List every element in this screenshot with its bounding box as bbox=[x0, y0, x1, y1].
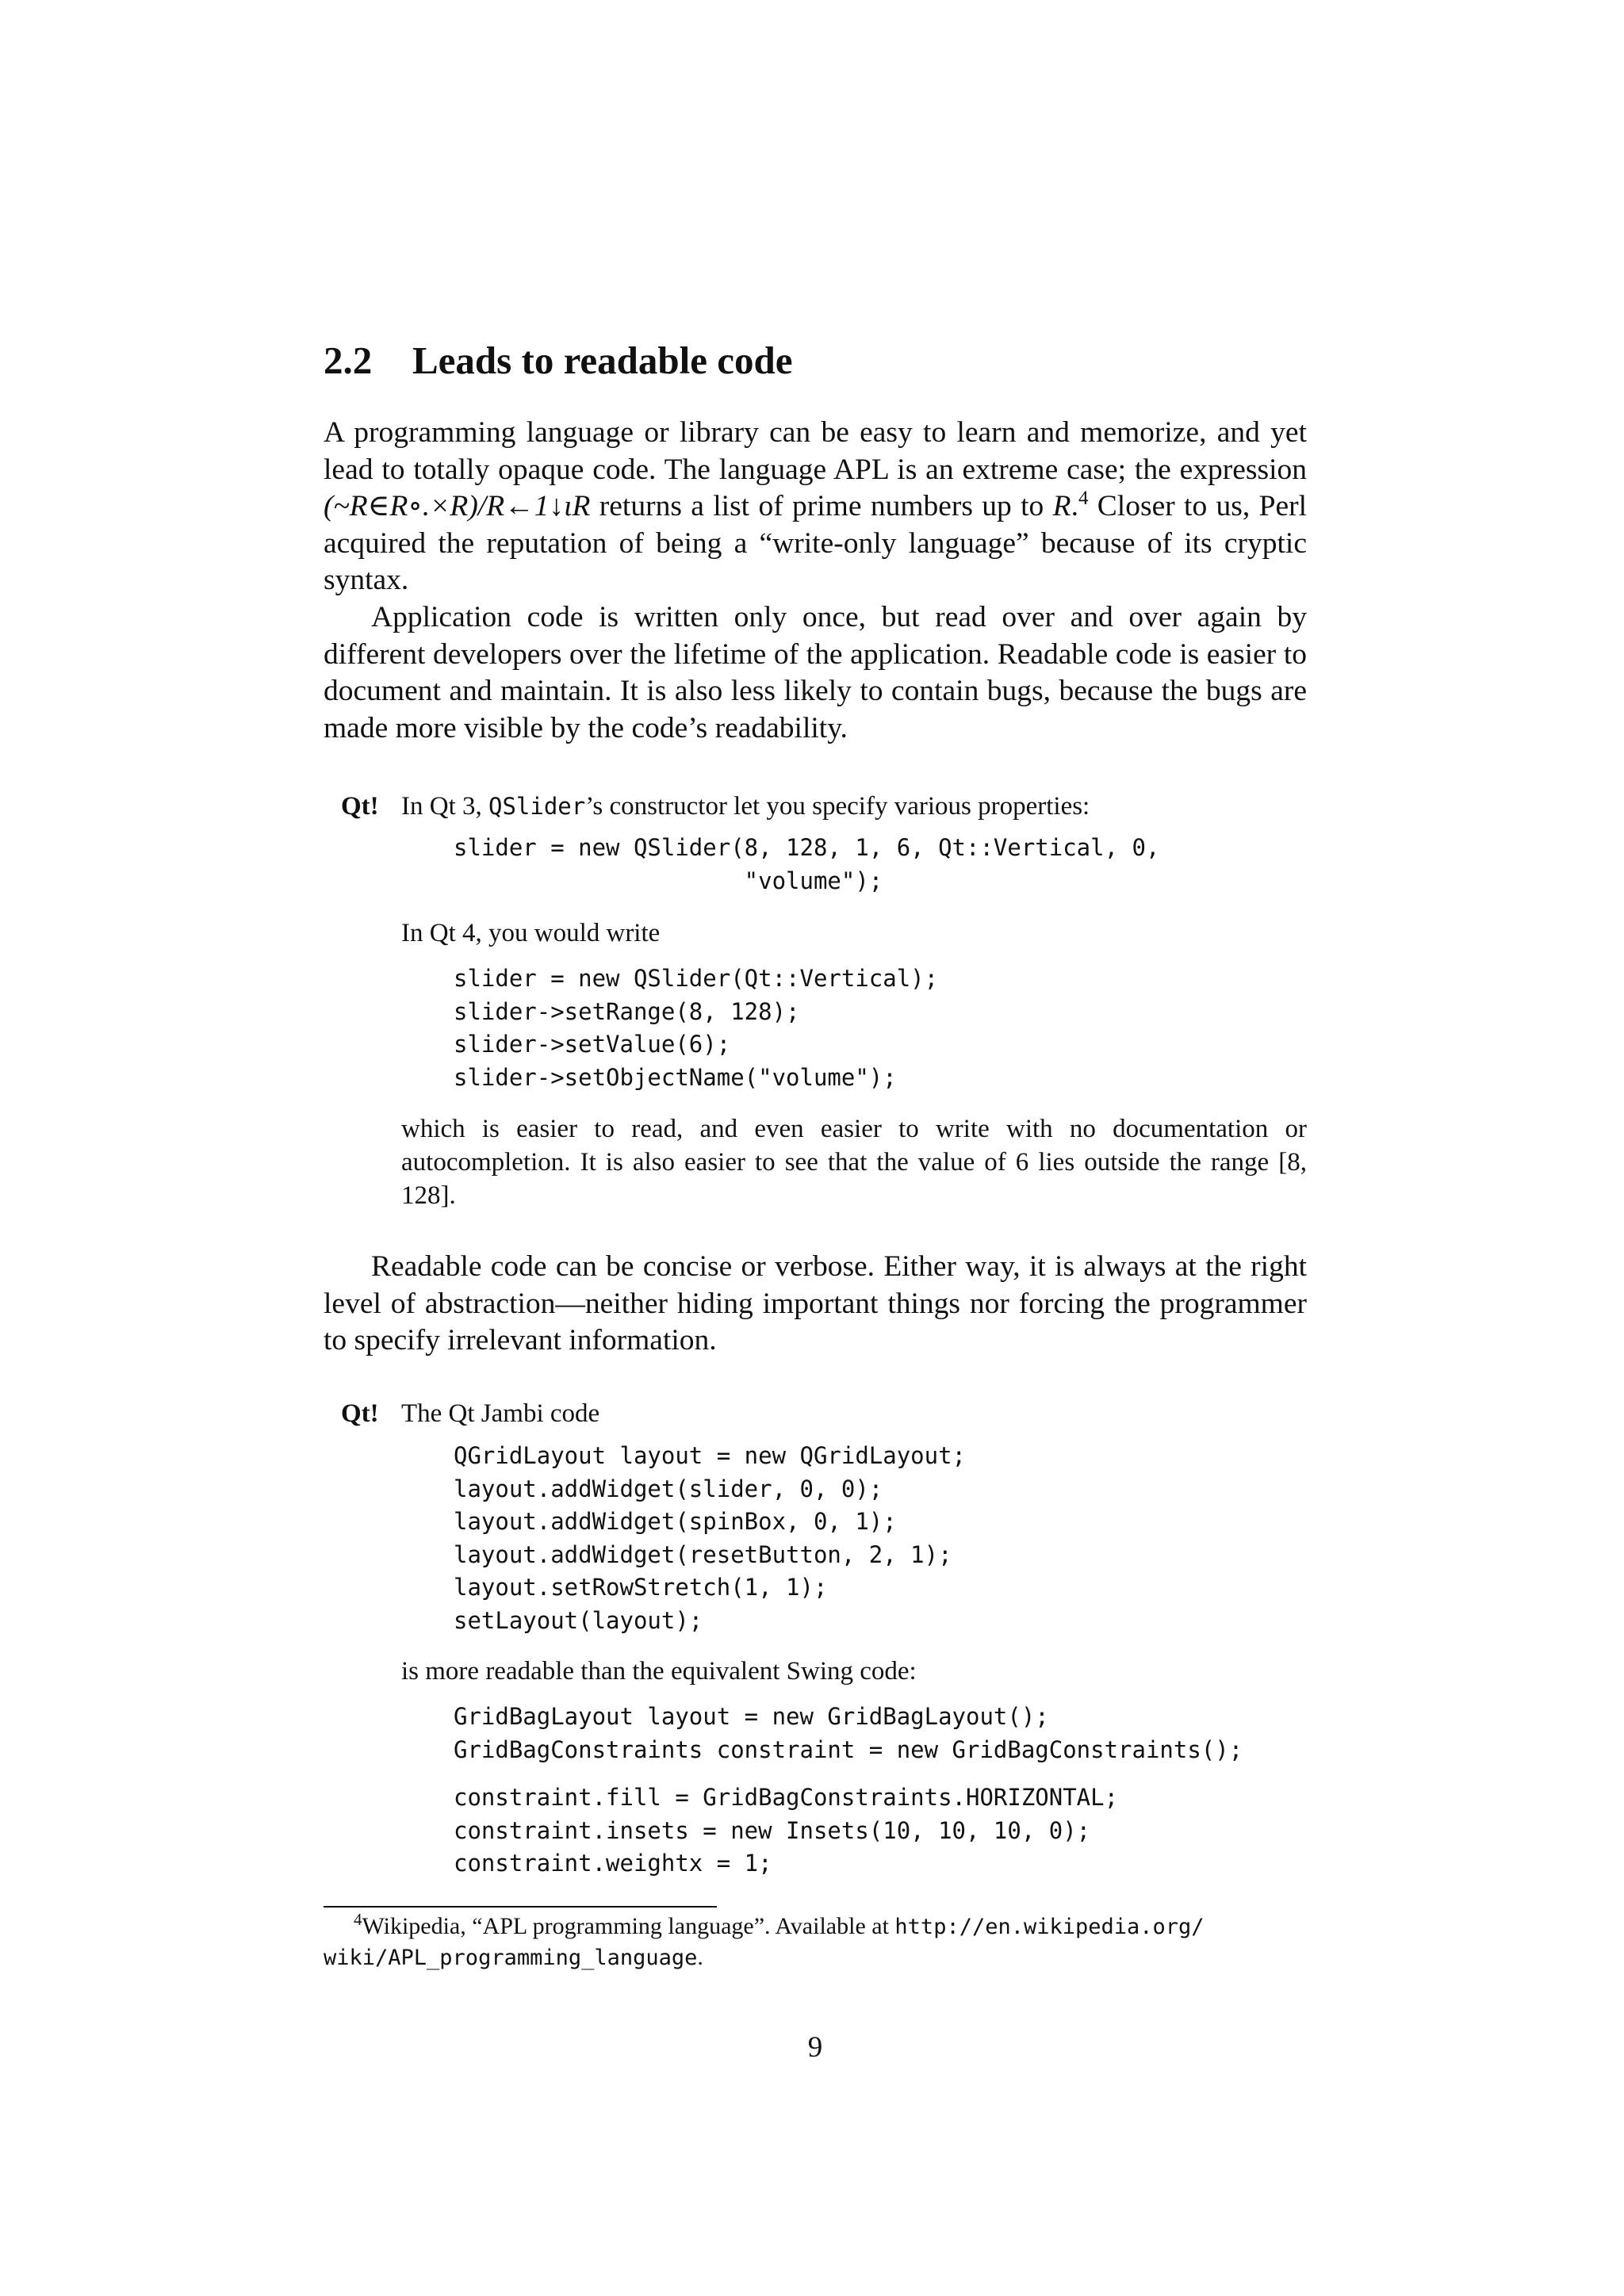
code-block-jambi: QGridLayout layout = new QGridLayout; layout.addWidget(slider, 0, 0); layout.addWidget(spinBox, 0, 1); layout.addWidget(resetButton, 2, 1); layout.setRowStretch(1, 1); setLayout(layout); bbox=[454, 1442, 967, 1634]
footnote-text: Wikipedia, “APL programming language”. Available at bbox=[362, 1913, 895, 1939]
paragraph-application-code: Application code is written only once, but read over and over again by different developers over the lifetime of the application. Readable code is easier to document and maintain. It is also less likely to contain bugs, because the bugs are made more visible by the code’s readability. bbox=[324, 601, 1307, 744]
footnote-text: . bbox=[697, 1944, 703, 1970]
qt3-intro-text: ’s constructor let you specify various properties: bbox=[585, 792, 1090, 821]
jambi-intro: The Qt Jambi code bbox=[401, 1399, 600, 1428]
code-block-qt4: slider = new QSlider(Qt::Vertical); slider->setRange(8, 128); slider->setValue(6); slider->setObjectName("volume"); bbox=[454, 965, 939, 1091]
variable-r: R bbox=[1052, 490, 1071, 522]
footnote-url[interactable]: http://en.wikipedia.org/ bbox=[894, 1915, 1205, 1939]
paragraph-apl bbox=[324, 415, 1307, 599]
code-block-qt3: slider = new QSlider(8, 128, 1, 6, Qt::Vertical, 0, "volume"); bbox=[454, 834, 1160, 894]
qt-label: Qt! bbox=[341, 1399, 379, 1428]
code-block-swing-constraints: constraint.fill = GridBagConstraints.HORIZONTAL; constraint.insets = new Insets(10, 10, 10, 0); constraint.weightx = 1; bbox=[454, 1784, 1119, 1877]
qt4-conclusion: which is easier to read, and even easier to write with no documentation or autocompletion. It is also easier to see that the value of 6 lies outside the range [8, 128]. bbox=[401, 1115, 1307, 1210]
page-number: 9 bbox=[807, 2031, 823, 2064]
qt-label: Qt! bbox=[341, 792, 379, 821]
swing-intro: is more readable than the equivalent Swing code: bbox=[401, 1657, 917, 1686]
section-number: 2.2 bbox=[324, 339, 373, 382]
code-block-swing-declarations: GridBagLayout layout = new GridBagLayout(); GridBagConstraints constraint = new GridBagConstraints(); bbox=[454, 1703, 1243, 1763]
paragraph-text: A programming language or library can be easy to learn and memorize, and yet lead to totally opaque code. The language APL is an extreme case; the expression bbox=[324, 416, 1307, 486]
paragraph-text: . bbox=[1071, 490, 1078, 522]
paragraph-readable-code: Readable code can be concise or verbose. Either way, it is always at the right level of abstraction—neither hiding important things nor forcing the programmer to specify irrelevant information. bbox=[324, 1250, 1307, 1357]
inline-code-qslider: QSlider bbox=[488, 793, 586, 820]
paragraph-text: returns a list of prime numbers up to bbox=[590, 490, 1053, 522]
footnote-mark: 4 bbox=[354, 1910, 362, 1929]
footnote-rule bbox=[324, 1906, 717, 1908]
qt4-intro: In Qt 4, you would write bbox=[401, 919, 661, 947]
footnote bbox=[324, 1911, 1307, 1973]
footnote-url-continued[interactable]: wiki/APL_programming_language bbox=[324, 1946, 698, 1970]
page bbox=[324, 0, 1307, 2296]
footnote-reference[interactable]: 4 bbox=[1078, 488, 1089, 509]
qt3-intro-text: In Qt 3, bbox=[401, 792, 488, 821]
section-title: Leads to readable code bbox=[412, 339, 793, 382]
paragraph-text: Closer to us, Perl acquired the reputation of being a “write-only language” because of its cryptic syntax. bbox=[324, 490, 1307, 596]
qt3-intro bbox=[401, 790, 1307, 823]
section-heading bbox=[324, 336, 793, 385]
apl-expression: (~R∈R∘.×R)/R←1↓ιR bbox=[324, 490, 591, 522]
